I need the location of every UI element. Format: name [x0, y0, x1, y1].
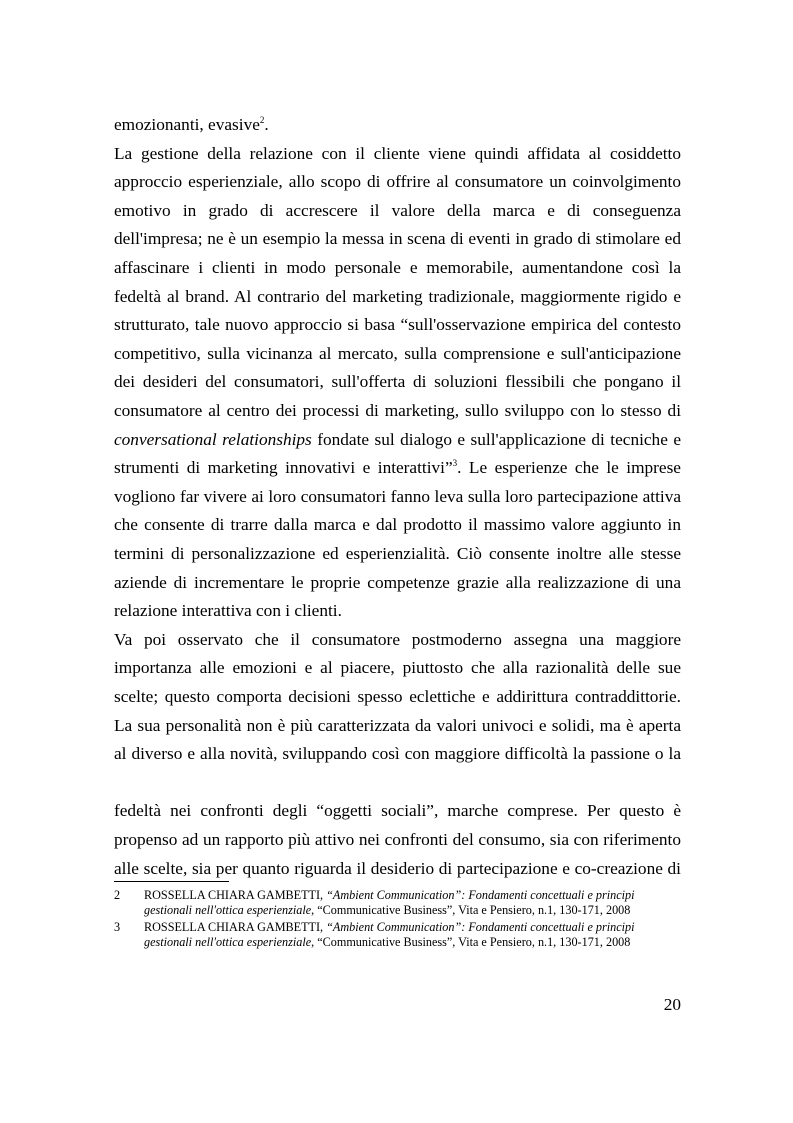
- body-line-12: conversational relationships fondate sul dialogo e sull'applicazione di tecniche e: [114, 430, 681, 449]
- body-line-23: al diverso e alla novità, sviluppando così con maggiore difficoltà la passione o la: [114, 744, 681, 763]
- italic-phrase: conversational relationships: [114, 430, 312, 449]
- body-line-19: Va poi osservato che il consumatore postmoderno assegna una maggiore: [114, 630, 681, 649]
- page-number: 20: [663, 995, 681, 1014]
- body-line-3: approccio esperienziale, allo scopo di offrire al consumatore un coinvolgimento: [114, 172, 681, 191]
- body-line-1: emozionanti, evasive$^2$.: [114, 115, 269, 134]
- body-line-17: aziende di incrementare le proprie competenze grazie alla realizzazione di una: [114, 573, 681, 592]
- body-line-2: La gestione della relazione con il cliente viene quindi affidata al cosiddetto: [114, 144, 681, 163]
- body-line-10: dei desideri del consumatori, sull'offerta di soluzioni flessibili che pongano il: [114, 372, 681, 391]
- footnote-3-cont: gestionali nell'ottica esperienziale, “Communicative Business”, Vita e Pensiero, n.1, 130-171, 2008: [144, 935, 631, 949]
- body-line-24: fedeltà nei confronti degli “oggetti sociali”, marche comprese. Per questo è: [114, 801, 681, 820]
- body-line-11: consumatore al centro dei processi di marketing, sullo sviluppo con lo stesso di: [114, 401, 681, 420]
- body-line-13: strumenti di marketing innovativi e interattivi”$^3$. Le esperienze che le imprese: [114, 458, 681, 477]
- footnote-3: 3 ROSSELLA CHIARA GAMBETTI, “Ambient Communication”: Fondamenti concettuali e principi: [114, 920, 635, 934]
- footnote-number: 3: [114, 920, 121, 934]
- footnote-2-cont: gestionali nell'ottica esperienziale, “Communicative Business”, Vita e Pensiero, n.1, 130-171, 2008: [144, 903, 631, 917]
- footnote-number: 2: [114, 888, 121, 902]
- footnote-separator: [114, 881, 229, 882]
- body-line-21: scelte; questo comporta decisioni spesso eclettiche e addirittura contraddittorie.: [114, 687, 681, 706]
- body-line-27: alle scelte, sia per quanto riguarda il desiderio di partecipazione e co-creazione di: [114, 859, 681, 878]
- body-line-6: affascinare i clienti in modo personale e memorabile, aumentandone così la: [114, 258, 681, 277]
- body-line-4: emotivo in grado di accrescere il valore della marca e di conseguenza: [114, 201, 681, 220]
- body-line-15: che consente di trarre dalla marca e dal prodotto il massimo valore aggiunto in: [114, 515, 681, 534]
- footnote-2: 2 ROSSELLA CHIARA GAMBETTI, “Ambient Communication”: Fondamenti concettuali e principi: [114, 888, 635, 902]
- body-line-14: vogliono far vivere ai loro consumatori fanno leva sulla loro partecipazione attiva: [114, 487, 681, 506]
- body-line-22: La sua personalità non è più caratterizzata da valori univoci e solidi, ma è aperta: [114, 716, 681, 735]
- body-line-7: fedeltà al brand. Al contrario del marketing tradizionale, maggiormente rigido e: [114, 287, 681, 306]
- body-line-5: dell'impresa; ne è un esempio la messa in scena di eventi in grado di stimolare ed: [114, 229, 681, 248]
- body-line-25: propenso ad un rapporto più attivo nei confronti del consumo, sia con riferimento: [114, 830, 681, 849]
- footnote-ref-3: 3: [452, 458, 458, 468]
- body-line-8: strutturato, tale nuovo approccio si basa “sull'osservazione empirica del contesto: [114, 315, 681, 334]
- body-line-9: competitivo, sulla vicinanza al mercato, sulla comprensione e sull'anticipazione: [114, 344, 681, 363]
- body-line-18: relazione interattiva con i clienti.: [114, 601, 342, 620]
- footnote-ref-2: 2: [259, 115, 265, 125]
- body-line-20: importanza alle emozioni e al piacere, piuttosto che alla razionalità delle sue: [114, 658, 681, 677]
- body-line-16: termini di personalizzazione ed esperienzialità. Ciò consente inoltre alle stesse: [114, 544, 681, 563]
